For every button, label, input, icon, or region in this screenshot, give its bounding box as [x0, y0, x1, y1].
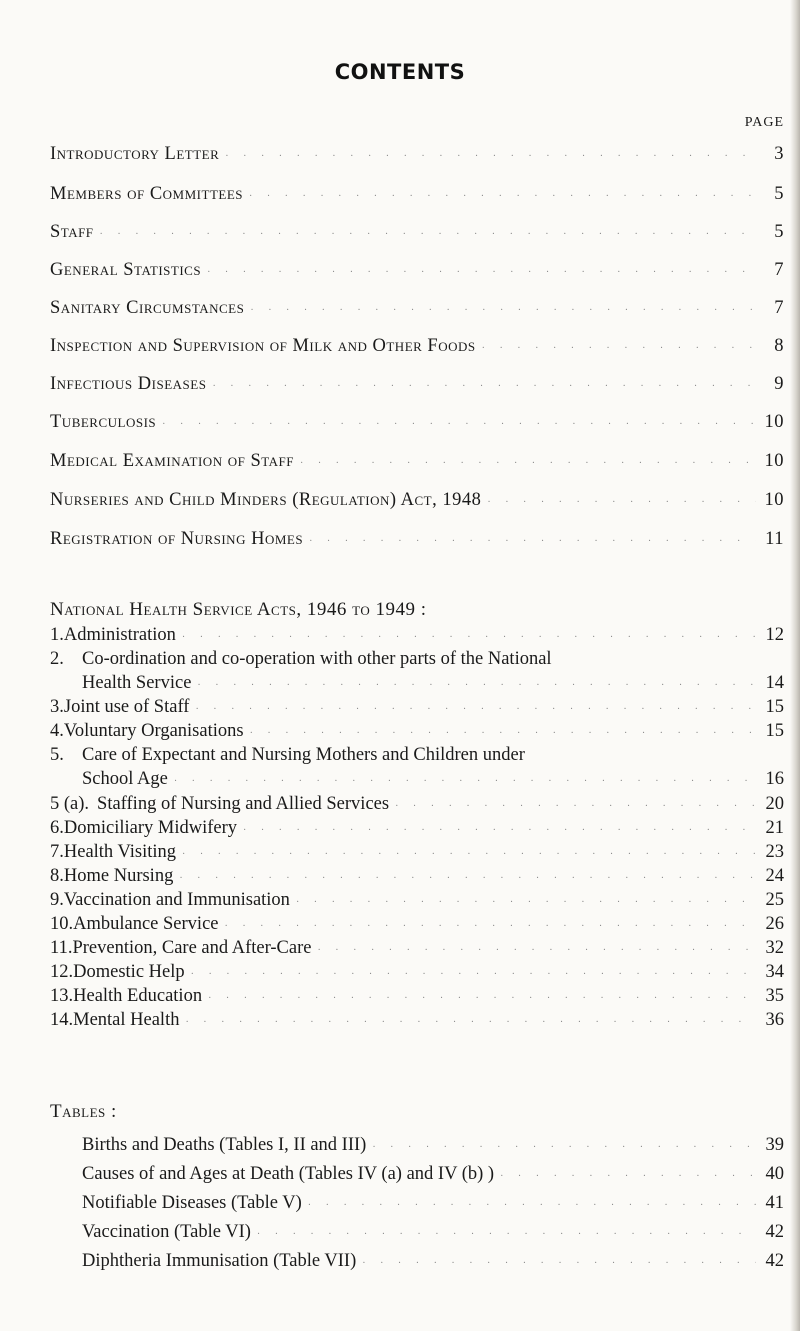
- dot-leader: [308, 1194, 756, 1218]
- toc-subentry: [50, 936, 784, 960]
- dot-leader: [225, 145, 756, 169]
- toc-entry-page: 10: [764, 451, 784, 471]
- toc-subentry: [50, 912, 784, 936]
- toc-entry-label: Care of Expectant and Nursing Mothers and Children under: [82, 745, 525, 765]
- toc-entry: [50, 410, 784, 434]
- dot-leader: [185, 1011, 756, 1035]
- toc-entry: [50, 449, 784, 473]
- item-number: 5.: [50, 745, 64, 765]
- toc-entry-page: 7: [774, 298, 784, 318]
- toc-entry-page: 14: [765, 673, 784, 693]
- item-number: 13.: [50, 986, 74, 1006]
- toc-entry-label: Co-ordination and co-operation with other parts of the National: [82, 649, 552, 669]
- toc-entry-page: 9: [774, 374, 784, 394]
- dot-leader: [482, 337, 756, 361]
- toc-entry-label: Vaccination and Immunisation: [63, 890, 290, 910]
- toc-subentry: [82, 1249, 784, 1273]
- toc-entry: [50, 220, 784, 244]
- toc-entry-label: Ambulance Service: [73, 914, 219, 934]
- dot-leader: [487, 491, 756, 515]
- item-number: 6.: [50, 818, 64, 838]
- toc-entry-label: Members of Committees: [50, 184, 243, 204]
- toc-subentry: [50, 888, 784, 912]
- toc-entry-label: Tuberculosis: [50, 412, 157, 432]
- dot-leader: [250, 299, 756, 323]
- toc-subentry: [50, 984, 784, 1008]
- toc-entry-label: Vaccination (Table VI): [82, 1222, 251, 1242]
- toc-entry-label: Home Nursing: [63, 866, 174, 886]
- toc-entry: [50, 527, 784, 551]
- toc-entry-label-continued: School Age: [82, 769, 168, 789]
- page-edge-shadow: [790, 0, 800, 1331]
- dot-leader: [207, 261, 756, 285]
- toc-entry-label: Health Visiting: [63, 842, 176, 862]
- toc-entry-page: 16: [765, 769, 784, 789]
- toc-entry: [50, 334, 784, 358]
- toc-entry-page: 26: [765, 914, 784, 934]
- toc-entry-page: 5: [774, 184, 784, 204]
- toc-entry-page: 21: [765, 818, 784, 838]
- tables-section-heading: Tables :: [50, 1101, 117, 1122]
- toc-entry-label: General Statistics: [50, 260, 202, 280]
- toc-subentry: [50, 864, 784, 888]
- toc-entry-page: 24: [765, 866, 784, 886]
- toc-entry-page: 20: [765, 794, 784, 814]
- page-title: CONTENTS: [334, 60, 466, 84]
- toc-entry-label: Prevention, Care and After-Care: [72, 938, 312, 958]
- item-number: 12.: [50, 962, 74, 982]
- toc-entry-page: 42: [765, 1222, 784, 1242]
- toc-entry-label: Joint use of Staff: [63, 697, 190, 717]
- toc-entry-page: 41: [765, 1193, 784, 1213]
- dot-leader: [249, 185, 756, 209]
- item-number: 11.: [50, 938, 73, 958]
- toc-subentry: [82, 1191, 784, 1215]
- toc-entry: [50, 296, 784, 320]
- toc-entry-page: 25: [765, 890, 784, 910]
- dot-leader: [100, 223, 756, 247]
- item-number: 14.: [50, 1010, 74, 1030]
- toc-entry-label: Domestic Help: [73, 962, 185, 982]
- toc-entry-page: 15: [765, 721, 784, 741]
- toc-entry-label: Staff: [50, 222, 94, 242]
- toc-entry: [50, 182, 784, 206]
- toc-subentry: [50, 960, 784, 984]
- toc-entry: [50, 372, 784, 396]
- toc-subentry-first-line: [50, 647, 700, 671]
- toc-entry-label-continued: Health Service: [82, 673, 192, 693]
- toc-entry: [50, 488, 784, 512]
- toc-subentry: [82, 1133, 784, 1157]
- dot-leader: [257, 1223, 756, 1247]
- dot-leader: [212, 375, 756, 399]
- toc-subentry: [82, 1162, 784, 1186]
- toc-subentry: [50, 816, 784, 840]
- item-number: 7.: [50, 842, 64, 862]
- toc-entry: [50, 142, 784, 166]
- toc-entry-page: 10: [764, 490, 784, 510]
- toc-subentry: [50, 623, 784, 647]
- toc-entry-page: 5: [774, 222, 784, 242]
- toc-entry-page: 39: [765, 1135, 784, 1155]
- toc-entry-page: 8: [774, 336, 784, 356]
- toc-entry-page: 7: [774, 260, 784, 280]
- item-number: 10.: [50, 914, 74, 934]
- item-number: 8.: [50, 866, 64, 886]
- toc-entry-page: 35: [765, 986, 784, 1006]
- toc-subentry: [50, 1008, 784, 1032]
- toc-entry-page: 11: [765, 529, 784, 549]
- dot-leader: [500, 1165, 756, 1189]
- toc-entry-label: Inspection and Supervision of Milk and Other Foods: [50, 336, 476, 356]
- toc-entry-label: Births and Deaths (Tables I, II and III): [82, 1135, 367, 1155]
- toc-entry-label: Health Education: [73, 986, 203, 1006]
- dot-leader: [174, 770, 756, 794]
- toc-entry-page: 40: [765, 1164, 784, 1184]
- toc-entry-page: 34: [765, 962, 784, 982]
- item-number: 5 (a).: [50, 794, 90, 814]
- toc-entry-label: Sanitary Circumstances: [50, 298, 245, 318]
- toc-subentry: [50, 840, 784, 864]
- toc-entry-label: Voluntary Organisations: [63, 721, 244, 741]
- toc-subentry-first-line: [50, 743, 700, 767]
- page-column-label: PAGE: [744, 115, 784, 130]
- dot-leader: [309, 530, 756, 554]
- dot-leader: [372, 1136, 756, 1160]
- toc-entry-label: Domiciliary Midwifery: [63, 818, 238, 838]
- toc-entry-page: 42: [765, 1251, 784, 1271]
- nhs-section-heading: National Health Service Acts, 1946 to 1949 :: [50, 599, 427, 620]
- toc-entry-page: 32: [765, 938, 784, 958]
- toc-entry-label: Mental Health: [73, 1010, 180, 1030]
- toc-entry: [50, 258, 784, 282]
- toc-entry-label: Nurseries and Child Minders (Regulation) Act, 1948: [50, 490, 482, 510]
- toc-entry-label: Registration of Nursing Homes: [50, 529, 304, 549]
- toc-entry-page: 15: [765, 697, 784, 717]
- toc-entry-label: Medical Examination of Staff: [50, 451, 294, 471]
- toc-entry-label: Staffing of Nursing and Allied Services: [97, 794, 390, 814]
- toc-entry-page: 3: [774, 144, 784, 164]
- item-number: 3.: [50, 697, 64, 717]
- item-number: 2.: [50, 649, 64, 669]
- toc-entry-label: Diphtheria Immunisation (Table VII): [82, 1251, 357, 1271]
- toc-entry-label: Administration: [63, 625, 176, 645]
- item-number: 9.: [50, 890, 64, 910]
- toc-entry-page: 23: [765, 842, 784, 862]
- toc-entry-page: 10: [764, 412, 784, 432]
- toc-subentry: [50, 792, 784, 816]
- toc-entry-label: Notifiable Diseases (Table V): [82, 1193, 302, 1213]
- dot-leader: [362, 1252, 756, 1276]
- toc-subentry: [50, 719, 784, 743]
- toc-entry-page: 12: [765, 625, 784, 645]
- toc-entry-label: Infectious Diseases: [50, 374, 207, 394]
- item-number: 1.: [50, 625, 64, 645]
- toc-subentry: [82, 1220, 784, 1244]
- toc-subentry: [50, 695, 784, 719]
- toc-subentry: [82, 671, 784, 695]
- dot-leader: [162, 413, 756, 437]
- dot-leader: [300, 452, 756, 476]
- toc-subentry: [82, 767, 784, 791]
- item-number: 4.: [50, 721, 64, 741]
- toc-entry-label: Causes of and Ages at Death (Tables IV (a) and IV (b) ): [82, 1164, 495, 1184]
- toc-entry-page: 36: [765, 1010, 784, 1030]
- toc-entry-label: Introductory Letter: [50, 144, 220, 164]
